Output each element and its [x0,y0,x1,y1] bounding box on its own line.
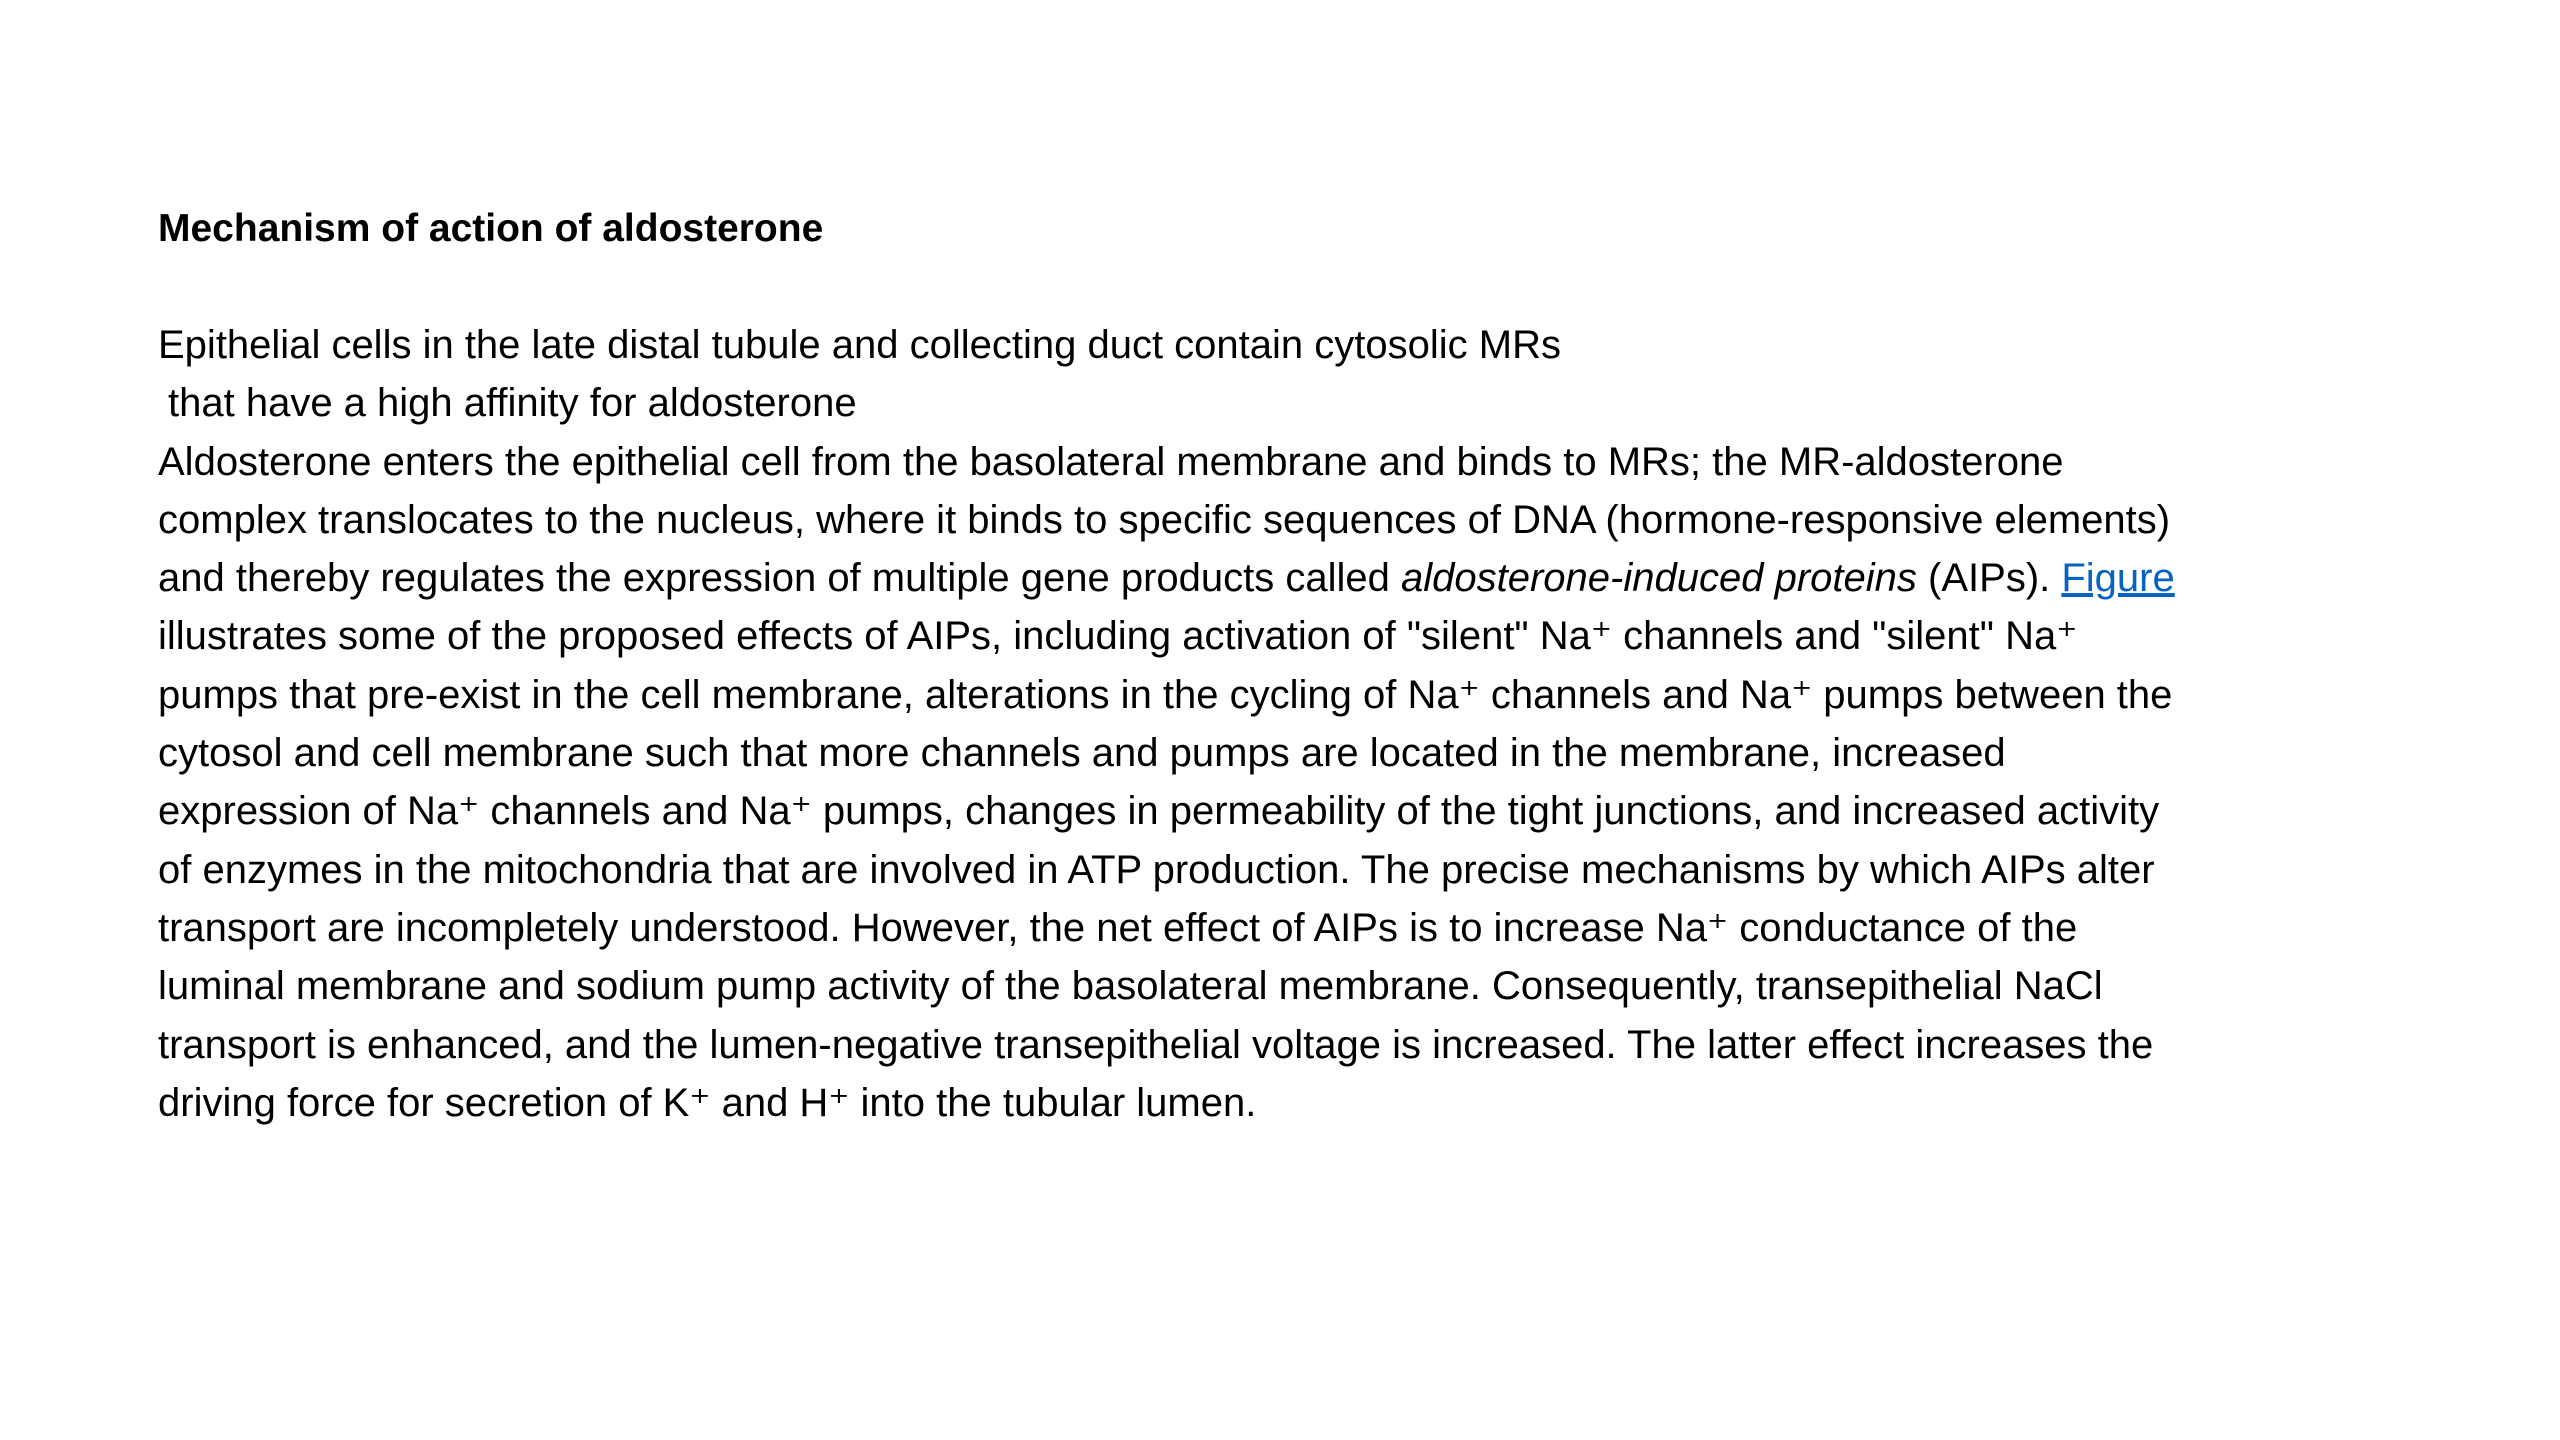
text-line: Aldosterone enters the epithelial cell from the basolateral membrane and binds to MRs; the MR-aldosterone [158,439,2064,484]
italic-term-aips: aldosterone-induced proteins [1401,556,1917,601]
text-line: illustrates some of the proposed effects of AIPs, including activation of "silent" Na⁺ channels and "silent" Na⁺ [158,614,2078,659]
text-line: Epithelial cells in the late distal tubule and collecting duct contain cytosolic MRs [158,323,1561,367]
text-line: transport is enhanced, and the lumen-negative transepithelial voltage is increased. The latter effect increases the [158,1022,2154,1067]
text-line: pumps that pre-exist in the cell membrane, alterations in the cycling of Na⁺ channels and Na⁺ pumps between the [158,672,2173,717]
text-line: luminal membrane and sodium pump activity of the basolateral membrane. Consequently, transepithelial NaCl [158,964,2103,1009]
text-segment: (AIPs). [1916,556,2062,601]
paragraph-mr-location [158,316,2418,433]
text-line: complex translocates to the nucleus, where it binds to specific sequences of DNA (hormone-responsive elements) [158,497,2171,542]
slide-title: Mechanism of action of aldosterone [158,207,824,250]
figure-link[interactable]: Figure [2061,556,2175,601]
slide-content [158,200,2418,1132]
text-segment: and thereby regulates the expression of multiple gene products called [158,556,1401,601]
text-line-with-link [158,549,2418,607]
text-line: expression of Na⁺ channels and Na⁺ pumps, changes in permeability of the tight junctions, and increased activity [158,789,2160,834]
text-line: that have a high affinity for aldosterone [168,381,857,426]
paragraph-mechanism [158,433,2418,1133]
spacer [158,258,2418,316]
text-line: of enzymes in the mitochondria that are involved in ATP production. The precise mechanisms by which AIPs alter [158,847,2155,892]
text-line: transport are incompletely understood. However, the net effect of AIPs is to increase Na⁺ conductance of the [158,905,2078,950]
text-line: cytosol and cell membrane such that more channels and pumps are located in the membrane, increased [158,731,2006,776]
text-line: driving force for secretion of K⁺ and H⁺ into the tubular lumen. [158,1080,1257,1125]
